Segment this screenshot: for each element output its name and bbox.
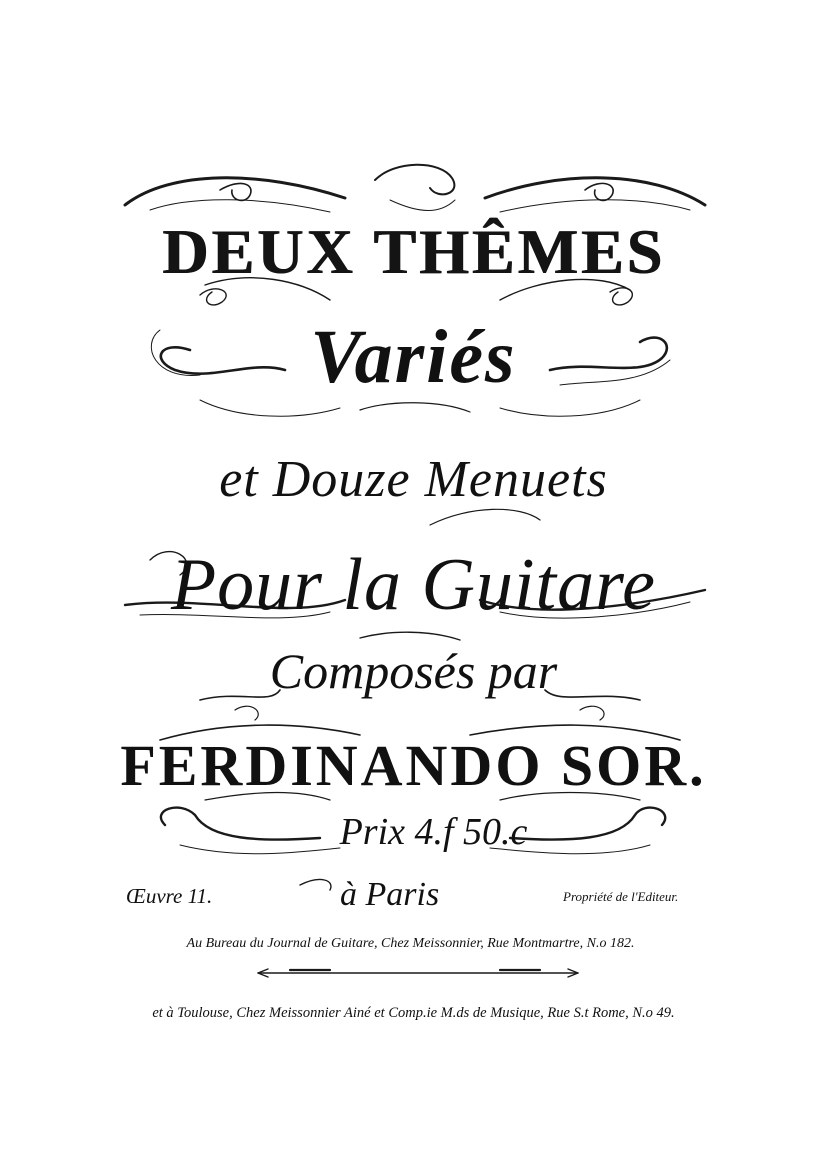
publisher-toulouse: et à Toulouse, Chez Meissonnier Ainé et Comp.ie M.ds de Musique, Rue S.t Rome, N.o 49.: [152, 1005, 675, 1021]
price: Prix 4.f 50.c: [339, 811, 528, 853]
flourish-top-right: [485, 178, 705, 205]
divider-rule: [258, 969, 578, 977]
rights-notice: Propriété de l'Editeur.: [563, 889, 679, 904]
title-varies: Variés: [310, 315, 517, 399]
flourish-top-center: [375, 165, 454, 195]
flourish-top-left: [125, 178, 345, 205]
composer-name: FERDINANDO SOR.: [120, 733, 707, 798]
publication-city: à Paris: [340, 876, 440, 913]
title-pour-la-guitare: Pour la Guitare: [170, 544, 656, 626]
title-composes-par: Composés par: [269, 643, 558, 699]
title-douze-menuets: et Douze Menuets: [219, 451, 608, 508]
opus-number: Œuvre 11.: [126, 884, 213, 908]
title-deux-themes: DEUX THÊMES: [161, 216, 666, 287]
publisher-paris: Au Bureau du Journal de Guitare, Chez Meissonnier, Rue Montmartre, N.o 182.: [186, 936, 635, 951]
imprint-row: [0, 876, 827, 916]
